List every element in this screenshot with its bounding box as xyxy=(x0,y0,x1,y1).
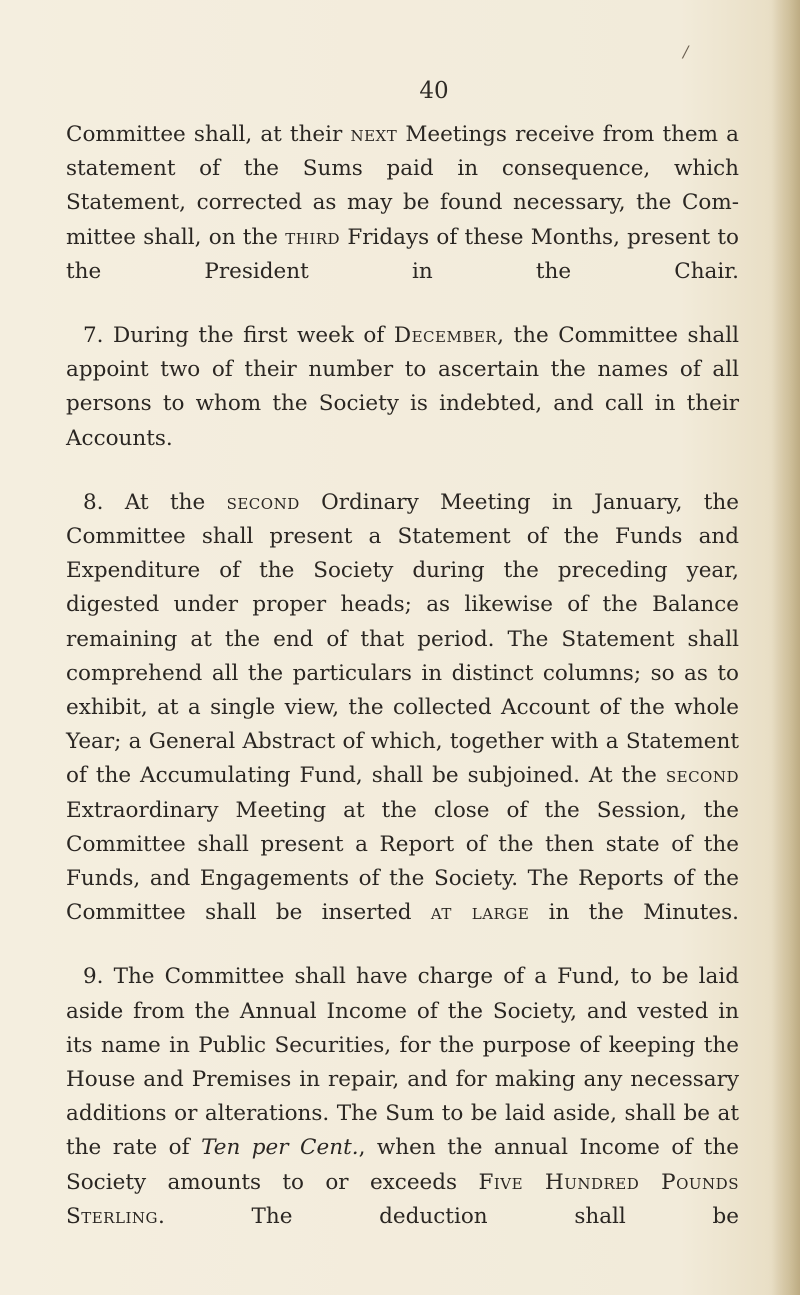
page-body xyxy=(66,118,739,1234)
small-caps-text: Five Hundred Pounds Sterling xyxy=(66,1169,739,1229)
paragraph-rule-8 xyxy=(66,486,739,931)
text-run: Ordinary Meeting in January, the Committee shall present a Statement of the Funds and Expenditure of the Society during the preceding year, digested under proper heads; as likewise of the Balance remaining at the end of that period. The Statement shall comprehend all the particulars in distinct columns; so as to exhibit, at a single view, the collected Account of the whole Year; a General Abstract of which, together with a Statement of the Accumulating Fund, shall be subjoined. At the xyxy=(66,489,739,789)
paragraph-rule-7 xyxy=(66,319,739,456)
paragraph-continuation xyxy=(66,118,739,289)
italic-text: Ten per Cent. xyxy=(201,1135,359,1161)
text-run: 9. The Committee shall have charge of a Fund, to be laid aside from the Annual Income of the Society, and vested in its name in Public Securities, for the purpose of keeping the House and Premises in repair, and for making any necessary additions or alterations. The Sum to be laid aside, shall be at the rate of xyxy=(66,964,739,1161)
text-run: , the Committee shall appoint two of their number to ascertain the names of all persons to whom the Society is indebted, and call in their Accounts. xyxy=(66,323,739,451)
text-run: Committee shall, at their xyxy=(66,122,351,147)
text-run: in the Minutes. xyxy=(529,900,740,926)
paragraph-rule-9 xyxy=(66,960,739,1234)
page-edge-shadow xyxy=(772,0,800,1295)
text-run: 8. At the xyxy=(83,489,227,515)
small-caps-text: next xyxy=(350,122,398,147)
text-run: , when the annual Income of the Society amounts to or exceeds xyxy=(66,1135,739,1195)
text-run: 7. During the first week of xyxy=(83,323,394,349)
text-run: Fridays of these Months, present to the President in the Chair. xyxy=(66,224,739,284)
text-run: Extraordinary Meeting at the close of the Session, the Committee shall present a Report of the then state of the Funds, and Engagements of the Society. The Reports of the Committee shall be inserted xyxy=(66,797,739,926)
small-caps-text: second xyxy=(665,763,739,789)
small-caps-text: December xyxy=(393,323,498,349)
text-run: . The deduction shall be xyxy=(157,1203,739,1229)
text-run: Meetings receive from them a statement of the Sums paid in consequence, which Statement, corrected as may be found necessary, the Com-mittee shall, on the xyxy=(66,122,740,250)
small-caps-text: second xyxy=(226,489,300,515)
small-caps-text: third xyxy=(285,224,341,250)
small-caps-text: at large xyxy=(430,900,530,926)
margin-mark: / xyxy=(683,42,689,61)
page-number: 40 xyxy=(419,78,449,104)
